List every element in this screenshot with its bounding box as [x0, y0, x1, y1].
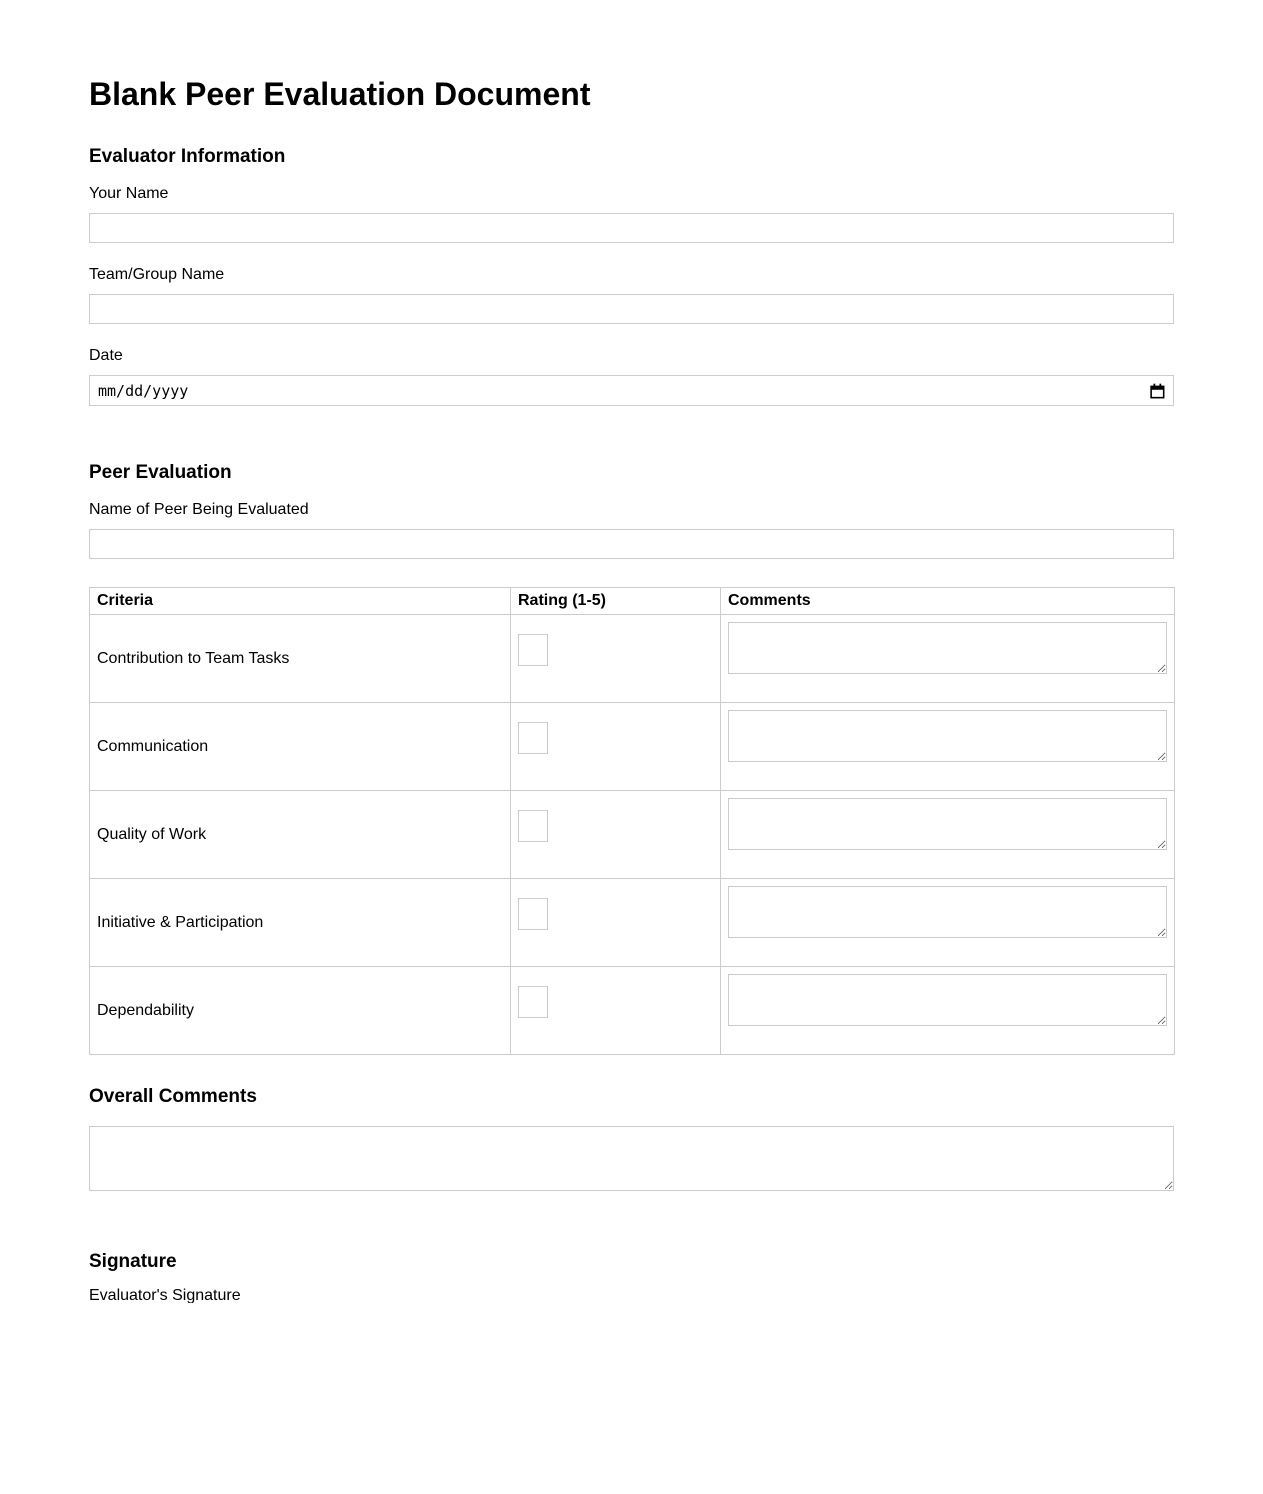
table-row-communication: [90, 703, 1175, 791]
comments-cell: [721, 703, 1175, 791]
rating-input[interactable]: [518, 810, 548, 842]
rating-cell: [511, 703, 721, 791]
your-name-label: Your Name: [89, 185, 169, 202]
calendar-icon[interactable]: [1150, 383, 1165, 399]
criteria-label: Dependability: [90, 967, 511, 1055]
table-row-contribution: [90, 615, 1175, 703]
evaluation-table-body: [90, 615, 1175, 1055]
rating-input[interactable]: [518, 722, 548, 754]
rating-cell: [511, 791, 721, 879]
comments-textarea[interactable]: [728, 622, 1167, 674]
your-name-input[interactable]: [89, 213, 1174, 243]
comments-cell: [721, 879, 1175, 967]
comments-textarea[interactable]: [728, 710, 1167, 762]
table-row-initiative-participation: [90, 879, 1175, 967]
date-field: [89, 347, 1174, 406]
comments-cell: [721, 967, 1175, 1055]
team-group-name-field: [89, 266, 1174, 324]
evaluation-table: [89, 587, 1175, 1055]
page-title: Blank Peer Evaluation Document: [89, 76, 591, 112]
evaluation-table-header: [90, 588, 1175, 615]
peer-name-field: [89, 501, 1174, 559]
section-heading-evaluator-information: Evaluator Information: [89, 146, 286, 167]
criteria-label: Initiative & Participation: [90, 879, 511, 967]
section-heading-peer-evaluation: Peer Evaluation: [89, 462, 232, 483]
comments-textarea[interactable]: [728, 798, 1167, 850]
rating-input[interactable]: [518, 898, 548, 930]
criteria-label: Contribution to Team Tasks: [90, 615, 511, 703]
comments-cell: [721, 791, 1175, 879]
section-heading-overall-comments: Overall Comments: [89, 1086, 257, 1107]
comments-cell: [721, 615, 1175, 703]
date-label: Date: [89, 347, 123, 364]
team-group-name-input[interactable]: [89, 294, 1174, 324]
table-row-quality-of-work: [90, 791, 1175, 879]
team-group-name-label: Team/Group Name: [89, 266, 225, 283]
date-input[interactable]: [89, 375, 1174, 406]
comments-textarea[interactable]: [728, 974, 1167, 1026]
rating-cell: [511, 967, 721, 1055]
table-row-dependability: [90, 967, 1175, 1055]
date-input-wrapper: [89, 375, 1174, 406]
comments-column-header: Comments: [721, 588, 1175, 615]
criteria-column-header: Criteria: [90, 588, 511, 615]
table-header-row: [90, 588, 1175, 615]
criteria-label: Quality of Work: [90, 791, 511, 879]
evaluators-signature-label: Evaluator's Signature: [89, 1287, 241, 1303]
rating-input[interactable]: [518, 986, 548, 1018]
overall-comments-textarea[interactable]: [89, 1126, 1174, 1191]
criteria-label: Communication: [90, 703, 511, 791]
rating-input[interactable]: [518, 634, 548, 666]
rating-cell: [511, 615, 721, 703]
peer-name-label: Name of Peer Being Evaluated: [89, 501, 309, 518]
comments-textarea[interactable]: [728, 886, 1167, 938]
your-name-field: [89, 185, 1174, 243]
rating-column-header: Rating (1-5): [511, 588, 721, 615]
rating-cell: [511, 879, 721, 967]
peer-name-input[interactable]: [89, 529, 1174, 559]
section-heading-signature: Signature: [89, 1251, 177, 1272]
